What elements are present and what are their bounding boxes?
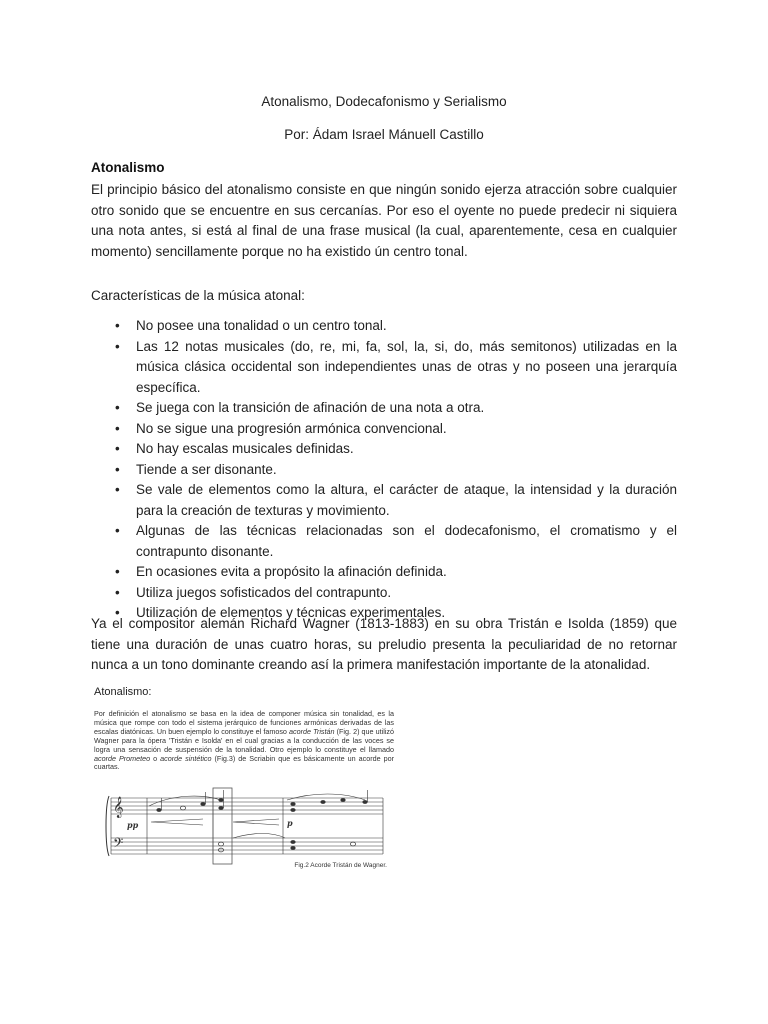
figure-text xyxy=(94,710,394,772)
document-author: Por: Ádam Israel Mánuell Castillo xyxy=(284,127,484,142)
characteristics-list xyxy=(91,316,677,624)
document-title: Atonalismo, Dodecafonismo y Serialismo xyxy=(261,94,507,109)
music-score xyxy=(103,786,385,866)
list-item: • Tiende a ser disonante. xyxy=(91,460,677,481)
list-item: • Algunas de las técnicas relacionadas son el dodecafonismo, el cromatismo y el contrapunto disonante. xyxy=(91,521,677,562)
list-item: • En ocasiones evita a propósito la afinación definida. xyxy=(91,562,677,583)
figure-text-part: (Fig. 2) que utilizó Wagner para la ópera 'Tristán e Isolda' en el cual gracias a la conducción de las voces se logra una sensación de suspensión de la tonalidad. Otro ejemplo lo constituye el llamado xyxy=(94,726,395,754)
list-item: • Se juega con la transición de afinación de una nota a otra. xyxy=(91,398,677,419)
figure-title: Atonalismo: xyxy=(94,686,152,698)
list-item: • Las 12 notas musicales (do, re, mi, fa, sol, la, si, do, más semitonos) utilizadas en la música clásica occidental son independientes unas de otras y no poseen una jerarquía específica. xyxy=(91,337,677,399)
list-item: • Se vale de elementos como la altura, el carácter de ataque, la intensidad y la duración para la creación de texturas y movimiento. xyxy=(91,480,677,521)
list-item: • No posee una tonalidad o un centro tonal. xyxy=(91,316,677,337)
list-item: • No hay escalas musicales definidas. xyxy=(91,439,677,460)
svg-text:𝄢: 𝄢 xyxy=(113,835,124,854)
characteristics-intro: Características de la música atonal: xyxy=(91,288,305,303)
figure-text-emphasis: acorde Tristán xyxy=(289,726,335,736)
dynamic-pp: pp xyxy=(127,820,139,830)
figure-text-part: (Fig.3) de Scriabin que es básicamente un acorde por cuartas. xyxy=(94,753,395,772)
list-item: • Utiliza juegos sofisticados del contrapunto. xyxy=(91,583,677,604)
intro-paragraph: El principio básico del atonalismo consiste en que ningún sonido ejerza atracción sobre cualquier otro sonido que se encuentre en sus cercanías. Por eso el oyente no puede predecir ni siquiera una nota antes, si está al final de una frase musical (la cual, aparentemente, cesa en cualquier momento) sencillamente porque no ha existido ún centro tonal. xyxy=(91,182,677,259)
dynamic-p: p xyxy=(287,818,293,828)
section-heading: Atonalismo xyxy=(91,160,165,175)
figure-text-emphasis: acorde sintético xyxy=(160,753,212,763)
list-item: • Utilización de elementos y técnicas experimentales. xyxy=(91,603,677,624)
figure-caption: Fig.2 Acorde Tristán de Wagner. xyxy=(294,862,387,869)
list-item: • No se sigue una progresión armónica convencional. xyxy=(91,419,677,440)
figure-text-part: Por definición el atonalismo se basa en la idea de componer música sin tonalidad, es la música que rompe con todo el sistema jerárquico de funciones armónicas derivadas de las escalas diatónicas. Un buen ejemplo lo constituye el famoso xyxy=(94,709,394,736)
wagner-paragraph: Ya el compositor alemán Richard Wagner (1813-1883) en su obra Tristán e Isolda (1859) que tiene una duración de unas cuatro horas, su preludio presenta la peculiaridad de no retornar nunca a un tono dominante creando así la primera manifestación importante de la atonalidad. xyxy=(91,616,677,672)
figure-text-part: o xyxy=(150,753,161,763)
embedded-figure xyxy=(91,686,397,874)
figure-text-emphasis: acorde Prometeo xyxy=(94,753,151,763)
svg-text:𝄞: 𝄞 xyxy=(113,797,124,818)
